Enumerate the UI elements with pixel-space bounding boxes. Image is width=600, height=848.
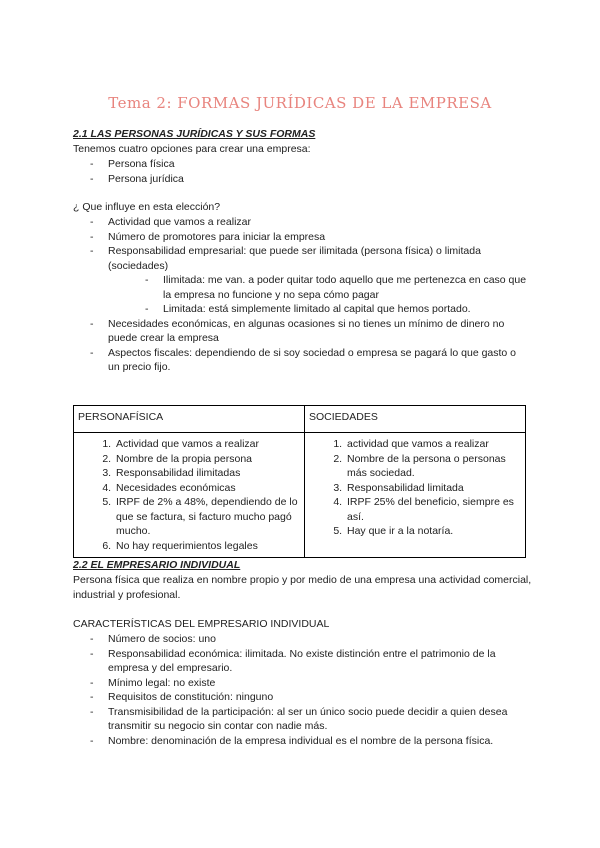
list-item: - Número de promotores para iniciar la empresa (90, 230, 530, 245)
list-item: - Aspectos fiscales: dependiendo de si soy sociedad o empresa se pagará lo que gasto o un precio fijo. (90, 346, 530, 375)
list-item: - Persona física (90, 157, 530, 172)
options-list (90, 157, 530, 186)
list-item: - Transmisibilidad de la participación: al ser un único socio puede decidir a quien desea transmitir su negocio sin contar con nadie más. (90, 705, 530, 734)
sub-list-item: - Limitada: está simplemente limitado al capital que hemos portado. (145, 302, 530, 317)
list-item: 4. Necesidades económicas (114, 481, 300, 496)
list-item: 3. Responsabilidad ilimitadas (114, 466, 300, 481)
list-item: 5. IRPF de 2% a 48%, dependiendo de lo que se factura, si facturo mucho pagó mucho. (114, 495, 300, 539)
list-item: - Requisitos de constitución: ninguno (90, 690, 530, 705)
characteristics-subheading: CARACTERÍSTICAS DEL EMPRESARIO INDIVIDUAL (73, 618, 330, 630)
list-item: 1. actividad que vamos a realizar (345, 437, 521, 452)
persona-fisica-list (78, 437, 300, 553)
table-cell-sociedades (305, 433, 526, 558)
table-cell-persona-fisica (74, 433, 305, 558)
section-heading-empresario-individual: 2.2 EL EMPRESARIO INDIVIDUAL (73, 559, 241, 571)
list-item-text: Responsabilidad empresarial: que puede ser ilimitada (persona física) o limitada (sociedades) (108, 245, 481, 272)
list-item: 2. Nombre de la persona o personas más sociedad. (345, 452, 521, 481)
sub-list-item: - Ilimitada: me van. a poder quitar todo aquello que me pertenezca en caso que la empresa no funcione y no sepa cómo pagar (145, 273, 530, 302)
list-item: 6. No hay requerimientos legales (114, 539, 300, 554)
list-item: - Nombre: denominación de la empresa individual es el nombre de la persona física. (90, 734, 530, 749)
sub-factors-list (108, 273, 530, 317)
table-header-persona-fisica: PERSONAFÍSICA (74, 406, 305, 433)
table-header-sociedades: SOCIEDADES (305, 406, 526, 433)
list-item: 5. Hay que ir a la notaría. (345, 524, 521, 539)
list-item: 3. Responsabilidad limitada (345, 481, 521, 496)
list-item: - Persona jurídica (90, 172, 530, 187)
table-header-row (74, 406, 526, 433)
comparison-table (73, 405, 526, 558)
list-item (90, 244, 530, 317)
intro-text: Tenemos cuatro opciones para crear una empresa: (73, 143, 311, 155)
question-text: ¿ Que influye en esta elección? (73, 201, 221, 213)
list-item: 2. Nombre de la propia persona (114, 452, 300, 467)
list-item: 1. Actividad que vamos a realizar (114, 437, 300, 452)
characteristics-list (90, 632, 530, 748)
list-item: - Necesidades económicas, en algunas ocasiones si no tienes un mínimo de dinero no puede crear la empresa (90, 317, 530, 346)
table-row (74, 433, 526, 558)
list-item: - Responsabilidad económica: ilimitada. No existe distinción entre el patrimonio de la empresa y del empresario. (90, 647, 530, 676)
list-item: - Número de socios: uno (90, 632, 530, 647)
page-title: Tema 2: FORMAS JURÍDICAS DE LA EMPRESA (108, 94, 492, 112)
list-item: - Actividad que vamos a realizar (90, 215, 530, 230)
definition-text: Persona física que realiza en nombre propio y por medio de una empresa una actividad comercial, industrial y profesional. (73, 574, 532, 601)
sociedades-list (309, 437, 521, 539)
list-item: - Mínimo legal: no existe (90, 676, 530, 691)
list-item: 4. IRPF 25% del beneficio, siempre es así. (345, 495, 521, 524)
factors-list (90, 215, 530, 375)
section-heading-personas-juridicas: 2.1 LAS PERSONAS JURÍDICAS Y SUS FORMAS (73, 128, 316, 140)
